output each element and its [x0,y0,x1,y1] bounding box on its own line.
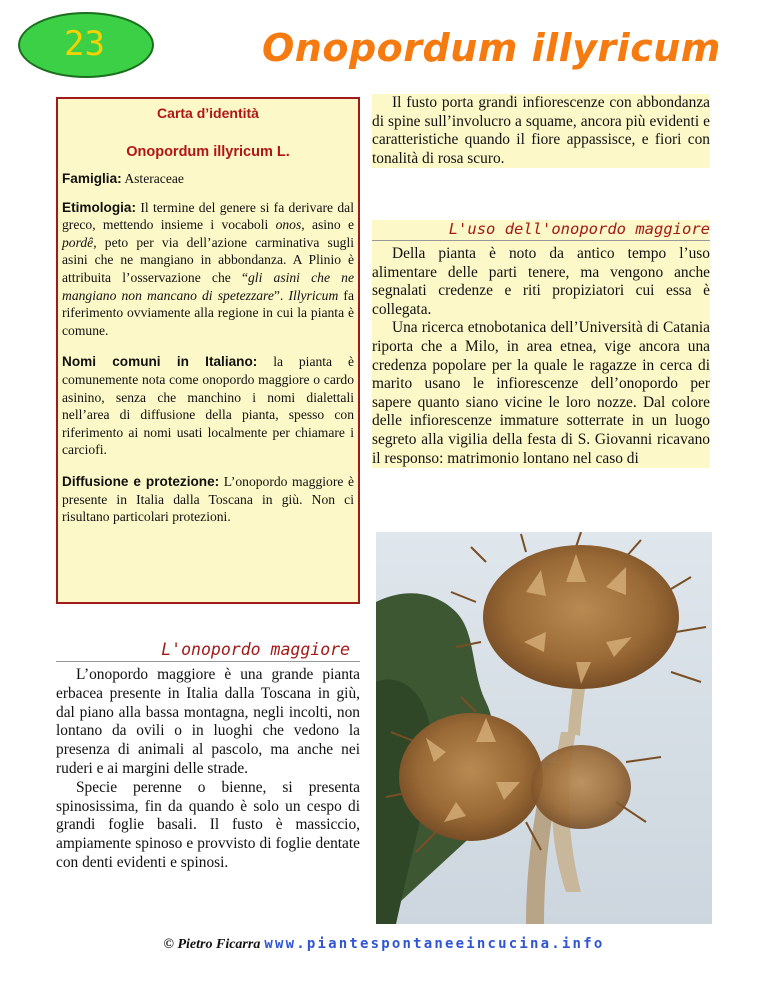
plant-photo [376,532,712,924]
page-title: Onopordum illyricum [262,26,721,70]
website-link[interactable]: www.piantespontaneeincucina.info [264,936,605,952]
identity-card [56,97,360,604]
identity-card-header: Carta d’identità [157,105,259,121]
family-label: Famiglia: [62,171,122,186]
etymology-porde: pordê [62,234,94,250]
etymology-onos: onos [275,217,302,233]
uso-heading: L'uso dell'onopordo maggiore [372,220,710,241]
distribution-text: L’onopordo maggiore è presente in Italia dalla Toscana in giù. Non ci risultano particolari protezioni. [62,473,354,525]
etymology-quote: gli asini che ne mangiano non mancano di spetezzare [62,269,354,303]
common-names-text: la pianta è comunemente nota come onopordo maggiore o cardo asinino, senza che manchino i nomi dialettali nell’area di diffusione della pianta, spesso con riferimento ai nomi usati localmente per chiamare i carciofi. [62,354,355,458]
etymology-label: Etimologia: [62,199,137,215]
etymology-text: , asino e [301,217,354,233]
etymology-text: ”. [273,287,289,303]
page-number-badge [18,12,154,78]
distribution-label: Diffusione e protezione: [62,473,220,489]
uso-section [372,220,710,468]
footer [0,935,768,953]
uso-paragraph-2: Una ricerca etnobotanica dell’Università di Catania riporta che a Milo, in area etnea, vige ancora una credenza popolare per la quale le ragazze in cerca di marito usano le infiorescenze dell’onopordo per sapere quanto siano vicine le loro nozze. Dal colore delle infiorescenze immature sotterrate in un luogo segreto alla vigilia della festa di S. Giovanni ricavano il responso: matrimonio lontano nel caso di [372,319,710,467]
page-number: 23 [64,24,105,64]
etymology-paragraph [62,199,354,340]
species-name: Onopordum illyricum L. [126,144,290,160]
etymology-text: , peto per via dell’azione carminativa sugli asini che ne mangiano in abbondanza. A Plinio è attribuita l’osservazione che “ [62,234,354,285]
main-section [56,640,360,873]
etymology-text: Il termine del genere si fa derivare dal greco, mettendo insieme i vocaboli [62,199,354,233]
common-names-label: Nomi comuni in Italiano: [62,354,258,370]
family-value: Asteraceae [124,171,184,186]
etymology-illyricum: Illyricum [288,287,339,303]
main-paragraph-2: Specie perenne o bienne, si presenta spinosissima, fin da quando è solo un cespo di grandi foglie basali. Il fusto è massiccio, ampiamente spinoso e provvisto di foglie dentate con denti evidenti e spinosi. [56,778,360,871]
common-names-paragraph [62,353,354,459]
stem-description: Il fusto porta grandi infiorescenze con abbondanza di spine sull’involucro a squame, ancora più evidenti e caratteristiche quando il fiore appassisce, e fiori con tonalità di rosa scuro. [372,94,710,167]
main-paragraph-1: L’onopordo maggiore è una grande pianta erbacea presente in Italia dalla Toscana in giù, dal piano alla bassa montagna, negli incolti, non lontano da ovili o in luoghi che vedono la presenza di animali al pascolo, ma anche nei ruderi e ai margini delle strade. [56,666,360,777]
distribution-paragraph [62,473,354,526]
author-credit: © Pietro Ficarra [163,937,261,952]
uso-paragraph-1: Della pianta è noto da antico tempo l’uso alimentare delle parti tenere, ma vengono anche segnalati credenze e riti propiziatori cui essa è collegata. [372,245,710,318]
etymology-text: fa riferimento ovviamente alla regione in cui la pianta è comune. [62,287,354,338]
thistle-illustration [376,532,712,924]
right-intro-block [372,94,710,168]
main-heading: L'onopordo maggiore [56,640,360,662]
family-row [62,170,354,188]
